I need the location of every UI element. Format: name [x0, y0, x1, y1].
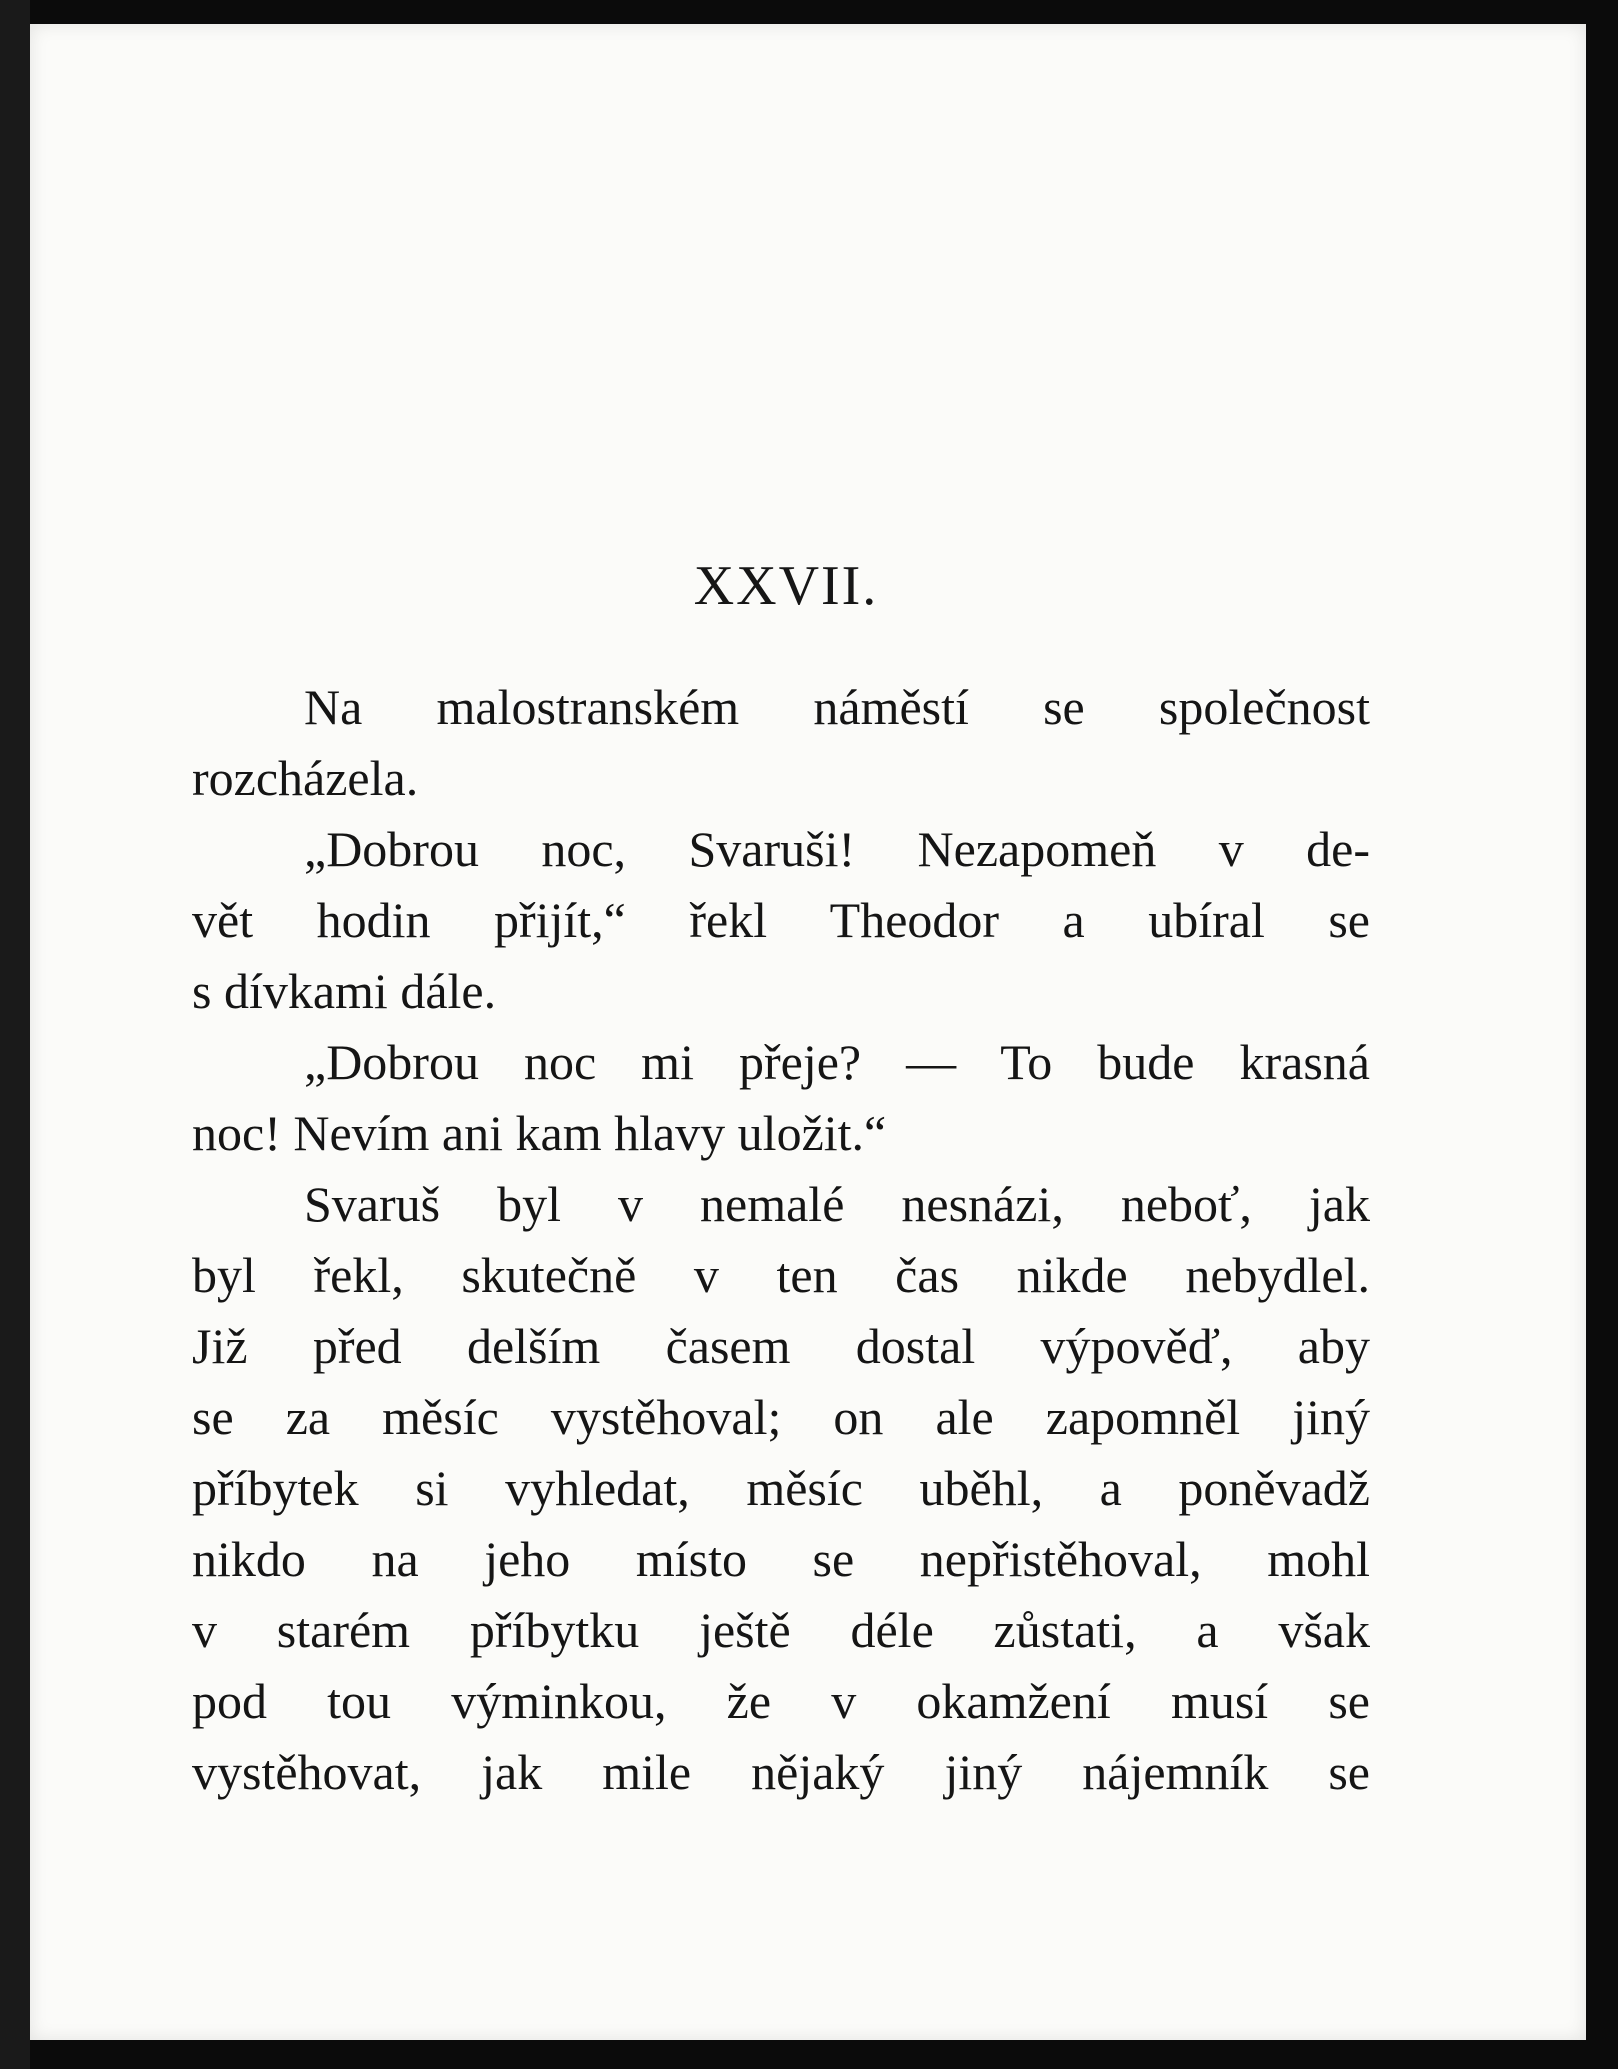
book-page [30, 24, 1586, 2040]
text-line: nikdo na jeho místo se nepřistěhoval, mohl [192, 1531, 1370, 1587]
text-line: v starém příbytku ještě déle zůstati, a však [192, 1602, 1370, 1658]
text-line: Na malostranském náměstí se společnost [304, 679, 1370, 735]
text-line: s dívkami dále. [192, 963, 497, 1019]
body-text [192, 672, 1370, 1808]
text-line: Již před delším časem dostal výpověď, aby [192, 1318, 1370, 1374]
text-line: se za měsíc vystěhoval; on ale zapomněl jiný [192, 1389, 1370, 1445]
text-line: noc! Nevím ani kam hlavy uložit.“ [192, 1105, 887, 1161]
text-line: vystěhovat, jak mile nějaký jiný nájemník se [192, 1744, 1370, 1800]
text-line: pod tou výminkou, že v okamžení musí se [192, 1673, 1370, 1729]
text-line: byl řekl, skutečně v ten čas nikde nebydlel. [192, 1247, 1370, 1303]
text-line: „Dobrou noc mi přeje? — To bude krasná [304, 1034, 1370, 1090]
text-line: rozcházela. [192, 750, 419, 806]
text-line: vět hodin přijít,“ řekl Theodor a ubíral se [192, 892, 1370, 948]
chapter-heading: XXVII. [693, 555, 879, 617]
left-edge-shadow [0, 0, 30, 2069]
text-line: příbytek si vyhledat, měsíc uběhl, a poněvadž [192, 1460, 1370, 1516]
text-line: Svaruš byl v nemalé nesnázi, neboť, jak [304, 1176, 1370, 1232]
text-line: „Dobrou noc, Svaruši! Nezapomeň v de- [304, 821, 1370, 877]
